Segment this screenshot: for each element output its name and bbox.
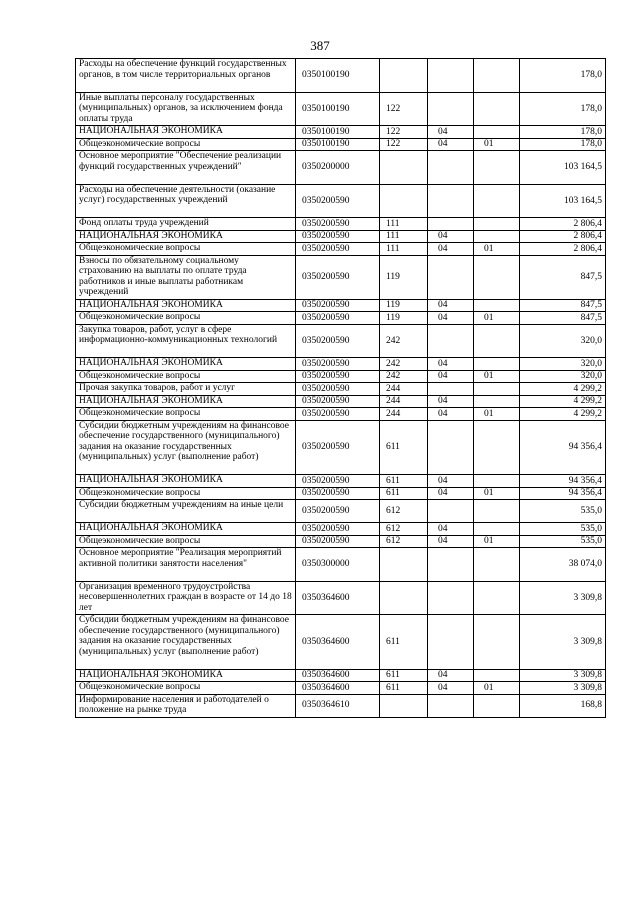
row-sum: 94 356,4 xyxy=(520,487,606,500)
table-row xyxy=(76,535,606,548)
row-name: Общеэкономические вопросы xyxy=(76,408,296,421)
row-subsection xyxy=(474,383,520,396)
row-expense-type: 611 xyxy=(380,420,428,475)
row-code: 0350200590 xyxy=(296,383,380,396)
row-code: 0350200590 xyxy=(296,312,380,325)
row-code: 0350100190 xyxy=(296,126,380,139)
row-subsection: 01 xyxy=(474,243,520,256)
row-name: Информирование населения и работодателей о положение на рынке труда xyxy=(76,694,296,717)
row-name: Основное мероприятие "Обеспечение реализации функций государственных учреждений" xyxy=(76,151,296,185)
table-row xyxy=(76,370,606,383)
row-name: Общеэкономические вопросы xyxy=(76,312,296,325)
row-section xyxy=(428,59,474,93)
row-subsection: 01 xyxy=(474,312,520,325)
row-name: Взносы по обязательному социальному страхованию на выплаты по оплате труда работников и иные выплаты работникам учреждений xyxy=(76,255,296,299)
row-code: 0350200590 xyxy=(296,408,380,421)
row-subsection xyxy=(474,151,520,185)
row-code: 0350200590 xyxy=(296,243,380,256)
row-section: 04 xyxy=(428,138,474,151)
row-code: 0350200590 xyxy=(296,358,380,371)
table-row xyxy=(76,312,606,325)
row-subsection xyxy=(474,218,520,231)
row-section xyxy=(428,324,474,358)
row-sum: 3 309,8 xyxy=(520,615,606,670)
row-code: 0350200590 xyxy=(296,420,380,475)
row-expense-type: 242 xyxy=(380,358,428,371)
row-sum: 535,0 xyxy=(520,523,606,536)
row-subsection xyxy=(474,694,520,717)
row-name: Прочая закупка товаров, работ и услуг xyxy=(76,383,296,396)
row-section xyxy=(428,548,474,582)
row-sum: 847,5 xyxy=(520,299,606,312)
row-section: 04 xyxy=(428,312,474,325)
row-code: 0350200000 xyxy=(296,151,380,185)
row-name: Общеэкономические вопросы xyxy=(76,138,296,151)
row-expense-type: 242 xyxy=(380,324,428,358)
row-section xyxy=(428,184,474,218)
row-sum: 320,0 xyxy=(520,324,606,358)
row-sum: 320,0 xyxy=(520,370,606,383)
row-sum: 94 356,4 xyxy=(520,420,606,475)
row-name: Основное мероприятие "Реализация мероприятий активной политики занятости населения" xyxy=(76,548,296,582)
row-name: Расходы на обеспечение деятельности (оказание услуг) государственных учреждений xyxy=(76,184,296,218)
row-sum: 847,5 xyxy=(520,255,606,299)
row-section: 04 xyxy=(428,408,474,421)
row-name: Общеэкономические вопросы xyxy=(76,487,296,500)
table-row xyxy=(76,523,606,536)
row-section xyxy=(428,615,474,670)
row-code: 0350200590 xyxy=(296,523,380,536)
row-expense-type: 122 xyxy=(380,138,428,151)
row-sum: 103 164,5 xyxy=(520,151,606,185)
row-sum: 94 356,4 xyxy=(520,475,606,488)
table-row xyxy=(76,395,606,408)
row-section xyxy=(428,500,474,523)
row-code: 0350200590 xyxy=(296,184,380,218)
row-sum: 320,0 xyxy=(520,358,606,371)
table-row xyxy=(76,669,606,682)
row-section xyxy=(428,694,474,717)
row-name: Закупка товаров, работ, услуг в сфере информационно-коммуникационных технологий xyxy=(76,324,296,358)
table-row xyxy=(76,126,606,139)
row-expense-type: 119 xyxy=(380,299,428,312)
row-code: 0350200590 xyxy=(296,255,380,299)
row-expense-type: 111 xyxy=(380,218,428,231)
row-section: 04 xyxy=(428,395,474,408)
row-name: НАЦИОНАЛЬНАЯ ЭКОНОМИКА xyxy=(76,230,296,243)
row-section: 04 xyxy=(428,682,474,695)
table-row xyxy=(76,230,606,243)
row-name: НАЦИОНАЛЬНАЯ ЭКОНОМИКА xyxy=(76,395,296,408)
row-sum: 847,5 xyxy=(520,312,606,325)
row-code: 0350200590 xyxy=(296,218,380,231)
row-expense-type xyxy=(380,548,428,582)
row-name: Общеэкономические вопросы xyxy=(76,370,296,383)
table-row xyxy=(76,615,606,670)
row-section: 04 xyxy=(428,243,474,256)
row-subsection xyxy=(474,669,520,682)
row-code: 0350100190 xyxy=(296,92,380,126)
table-row xyxy=(76,92,606,126)
row-section xyxy=(428,218,474,231)
row-code: 0350100190 xyxy=(296,138,380,151)
row-sum: 178,0 xyxy=(520,126,606,139)
row-expense-type: 612 xyxy=(380,523,428,536)
row-expense-type: 119 xyxy=(380,255,428,299)
row-expense-type: 244 xyxy=(380,383,428,396)
row-code: 0350364600 xyxy=(296,669,380,682)
row-sum: 4 299,2 xyxy=(520,383,606,396)
table-row xyxy=(76,184,606,218)
row-section: 04 xyxy=(428,669,474,682)
row-sum: 38 074,0 xyxy=(520,548,606,582)
row-expense-type xyxy=(380,151,428,185)
table-row xyxy=(76,548,606,582)
table-row xyxy=(76,383,606,396)
row-section xyxy=(428,581,474,615)
row-code: 0350200590 xyxy=(296,500,380,523)
row-sum: 4 299,2 xyxy=(520,395,606,408)
row-expense-type: 111 xyxy=(380,230,428,243)
row-subsection xyxy=(474,230,520,243)
table-row xyxy=(76,487,606,500)
row-code: 0350200590 xyxy=(296,299,380,312)
table-row xyxy=(76,324,606,358)
row-sum: 535,0 xyxy=(520,500,606,523)
row-code: 0350200590 xyxy=(296,370,380,383)
table-row xyxy=(76,475,606,488)
table-row xyxy=(76,358,606,371)
row-subsection xyxy=(474,548,520,582)
row-code: 0350200590 xyxy=(296,475,380,488)
row-subsection: 01 xyxy=(474,408,520,421)
row-sum: 103 164,5 xyxy=(520,184,606,218)
row-expense-type: 119 xyxy=(380,312,428,325)
row-subsection xyxy=(474,395,520,408)
table-row xyxy=(76,581,606,615)
row-expense-type: 612 xyxy=(380,500,428,523)
row-section: 04 xyxy=(428,230,474,243)
row-name: Субсидии бюджетным учреждениям на иные цели xyxy=(76,500,296,523)
row-section xyxy=(428,255,474,299)
row-name: Организация временного трудоустройства несовершеннолетних граждан в возрасте от 14 до 18 лет xyxy=(76,581,296,615)
row-code: 0350364600 xyxy=(296,615,380,670)
row-sum: 3 309,8 xyxy=(520,581,606,615)
table-row xyxy=(76,151,606,185)
row-name: Общеэкономические вопросы xyxy=(76,535,296,548)
row-expense-type: 244 xyxy=(380,395,428,408)
row-code: 0350200590 xyxy=(296,487,380,500)
row-section: 04 xyxy=(428,358,474,371)
row-code: 0350364600 xyxy=(296,581,380,615)
row-expense-type: 611 xyxy=(380,475,428,488)
table-row xyxy=(76,138,606,151)
row-subsection xyxy=(474,500,520,523)
row-subsection: 01 xyxy=(474,487,520,500)
row-subsection xyxy=(474,420,520,475)
row-subsection xyxy=(474,126,520,139)
row-sum: 168,8 xyxy=(520,694,606,717)
row-code: 0350200590 xyxy=(296,324,380,358)
row-subsection xyxy=(474,358,520,371)
row-subsection xyxy=(474,184,520,218)
table-row xyxy=(76,682,606,695)
row-name: Субсидии бюджетным учреждениям на финансовое обеспечение государственного (муниципального) задания на оказание государственных (муниципальных) услуг (выполнение работ) xyxy=(76,420,296,475)
row-expense-type: 611 xyxy=(380,682,428,695)
table-row xyxy=(76,500,606,523)
row-expense-type: 122 xyxy=(380,92,428,126)
row-expense-type: 244 xyxy=(380,408,428,421)
row-subsection xyxy=(474,299,520,312)
row-name: Общеэкономические вопросы xyxy=(76,243,296,256)
row-subsection: 01 xyxy=(474,138,520,151)
row-expense-type: 611 xyxy=(380,615,428,670)
row-section: 04 xyxy=(428,299,474,312)
row-code: 0350200590 xyxy=(296,535,380,548)
row-code: 0350300000 xyxy=(296,548,380,582)
table-row xyxy=(76,59,606,93)
row-subsection xyxy=(474,59,520,93)
row-name: Общеэкономические вопросы xyxy=(76,682,296,695)
row-sum: 3 309,8 xyxy=(520,682,606,695)
row-sum: 3 309,8 xyxy=(520,669,606,682)
row-code: 0350100190 xyxy=(296,59,380,93)
row-name: НАЦИОНАЛЬНАЯ ЭКОНОМИКА xyxy=(76,523,296,536)
row-subsection xyxy=(474,615,520,670)
table-row xyxy=(76,218,606,231)
row-sum: 178,0 xyxy=(520,92,606,126)
row-expense-type xyxy=(380,59,428,93)
table-row xyxy=(76,243,606,256)
row-name: Субсидии бюджетным учреждениям на финансовое обеспечение государственного (муниципального) задания на оказание государственных (муниципальных) услуг (выполнение работ) xyxy=(76,615,296,670)
row-code: 0350364600 xyxy=(296,682,380,695)
row-subsection xyxy=(474,255,520,299)
row-sum: 2 806,4 xyxy=(520,218,606,231)
row-sum: 178,0 xyxy=(520,59,606,93)
row-name: НАЦИОНАЛЬНАЯ ЭКОНОМИКА xyxy=(76,126,296,139)
row-section: 04 xyxy=(428,487,474,500)
row-subsection xyxy=(474,581,520,615)
row-subsection: 01 xyxy=(474,370,520,383)
row-section: 04 xyxy=(428,370,474,383)
table-row xyxy=(76,694,606,717)
row-sum: 2 806,4 xyxy=(520,243,606,256)
row-sum: 535,0 xyxy=(520,535,606,548)
row-subsection xyxy=(474,92,520,126)
row-sum: 178,0 xyxy=(520,138,606,151)
table-row xyxy=(76,299,606,312)
row-section xyxy=(428,383,474,396)
row-subsection xyxy=(474,475,520,488)
table-row xyxy=(76,255,606,299)
row-expense-type: 612 xyxy=(380,535,428,548)
table-row xyxy=(76,420,606,475)
row-name: Фонд оплаты труда учреждений xyxy=(76,218,296,231)
page-number: 387 xyxy=(310,38,330,53)
row-subsection: 01 xyxy=(474,682,520,695)
row-subsection: 01 xyxy=(474,535,520,548)
row-section: 04 xyxy=(428,475,474,488)
row-expense-type: 611 xyxy=(380,669,428,682)
budget-table xyxy=(75,58,606,718)
row-code: 0350364610 xyxy=(296,694,380,717)
row-name: НАЦИОНАЛЬНАЯ ЭКОНОМИКА xyxy=(76,669,296,682)
table-row xyxy=(76,408,606,421)
row-sum: 4 299,2 xyxy=(520,408,606,421)
row-section: 04 xyxy=(428,535,474,548)
row-name: НАЦИОНАЛЬНАЯ ЭКОНОМИКА xyxy=(76,299,296,312)
row-section xyxy=(428,92,474,126)
row-name: НАЦИОНАЛЬНАЯ ЭКОНОМИКА xyxy=(76,358,296,371)
row-section xyxy=(428,420,474,475)
row-sum: 2 806,4 xyxy=(520,230,606,243)
row-expense-type: 111 xyxy=(380,243,428,256)
row-expense-type xyxy=(380,694,428,717)
row-code: 0350200590 xyxy=(296,230,380,243)
row-section: 04 xyxy=(428,523,474,536)
row-name: Иные выплаты персоналу государственных (муниципальных) органов, за исключением фонда оплаты труда xyxy=(76,92,296,126)
row-subsection xyxy=(474,523,520,536)
row-expense-type: 122 xyxy=(380,126,428,139)
row-subsection xyxy=(474,324,520,358)
row-name: Расходы на обеспечение функций государственных органов, в том числе территориальных органов xyxy=(76,59,296,93)
row-expense-type: 242 xyxy=(380,370,428,383)
row-name: НАЦИОНАЛЬНАЯ ЭКОНОМИКА xyxy=(76,475,296,488)
row-section xyxy=(428,151,474,185)
row-expense-type: 611 xyxy=(380,487,428,500)
row-code: 0350200590 xyxy=(296,395,380,408)
row-expense-type xyxy=(380,581,428,615)
row-section: 04 xyxy=(428,126,474,139)
row-expense-type xyxy=(380,184,428,218)
